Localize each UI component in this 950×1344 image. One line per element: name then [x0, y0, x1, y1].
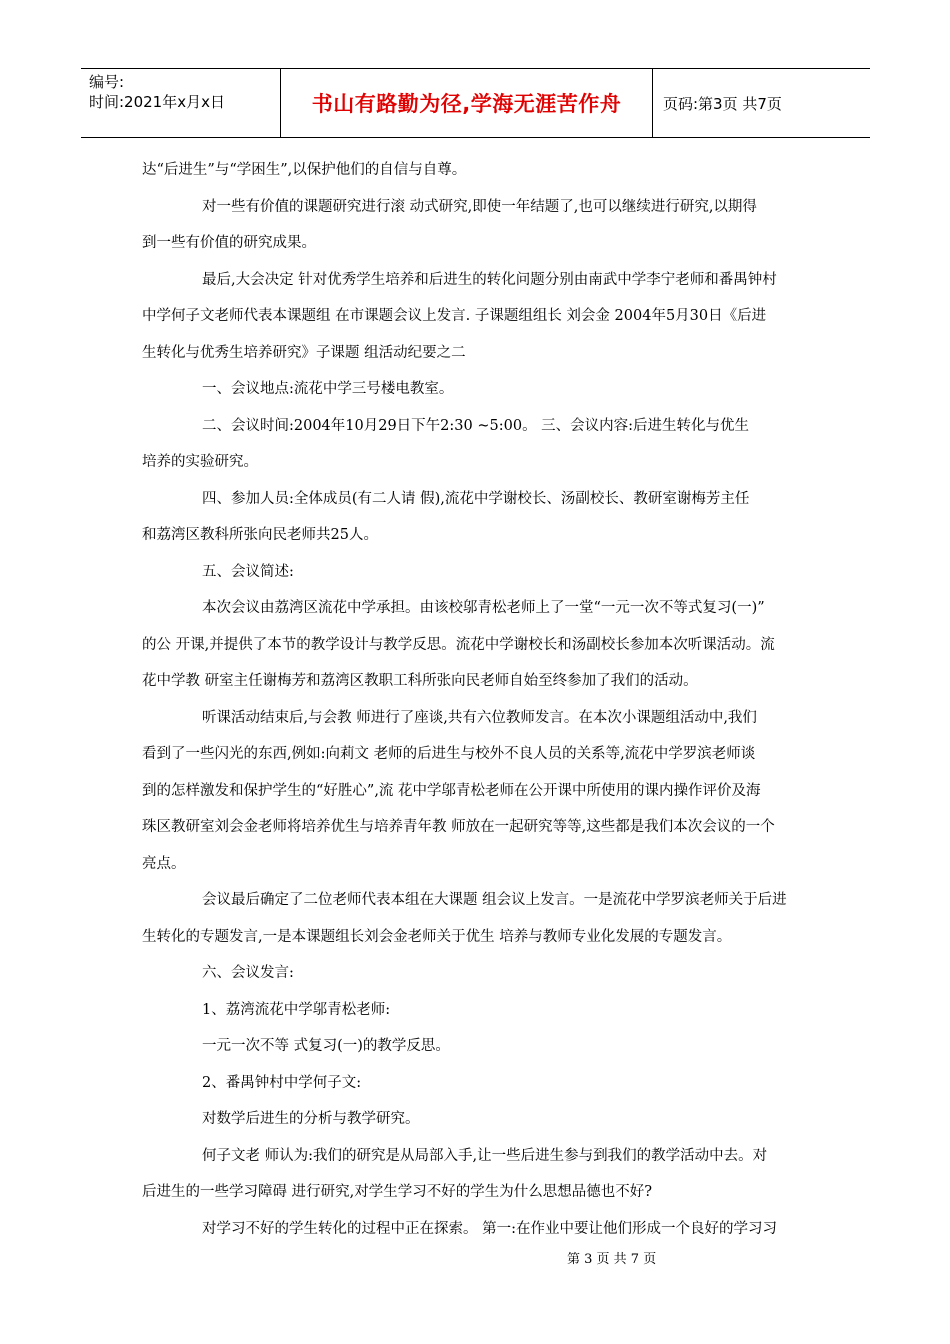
body-text-line: 看到了一些闪光的东西,例如:向莉文 老师的后进生与校外不良人员的关系等,流花中学罗滨老师谈: [142, 746, 756, 762]
body-text-line: 珠区教研室刘会金老师将培养优生与培养青年教 师放在一起研究等等,这些都是我们本次会议的一个: [142, 819, 775, 835]
page-label: 页码:第3页 共7页: [663, 94, 782, 113]
document-header: [81, 68, 870, 138]
body-text-line: 六、会议发言:: [202, 965, 294, 981]
body-text-line: 对一些有价值的课题研究进行滚 动式研究,即使一年结题了,也可以继续进行研究,以期得: [202, 198, 757, 215]
body-text-line: 何子文老 师认为:我们的研究是从局部入手,让一些后进生参与到我们的教学活动中去。对: [202, 1147, 768, 1164]
body-text-line: 一、会议地点:流花中学三号楼电教室。: [202, 381, 454, 397]
body-text-line: 到一些有价值的研究成果。: [142, 235, 316, 251]
body-text-line: 二、会议时间:2004年10月29日下午2:30 ~5:00。 三、会议内容:后进生转化与优生: [202, 417, 750, 434]
body-text-line: 本次会议由荔湾区流花中学承担。由该校邬青松老师上了一堂“一元一次不等式复习(一)”: [202, 600, 765, 616]
header-page-cell: [653, 69, 870, 137]
document-body: [142, 152, 854, 1247]
body-text-line: 2、番禺钟村中学何子文:: [202, 1074, 362, 1091]
body-text-line: 花中学教 研室主任谢梅芳和荔湾区教职工科所张向民老师自始至终参加了我们的活动。: [142, 673, 698, 689]
motto-text: 书山有路勤为径,学海无涯苦作舟: [311, 92, 622, 116]
body-text-line: 生转化的专题发言,一是本课题组长刘会金老师关于优生 培养与教师专业化发展的专题发言。: [142, 928, 732, 945]
number-label: 编号:: [89, 73, 125, 91]
body-text-line: 中学何子文老师代表本课题组 在市课题会议上发言. 子课题组组长 刘会金 2004年5月30日《后进: [142, 308, 767, 324]
body-text-line: 生转化与优秀生培养研究》子课题 组活动纪要之二: [142, 344, 466, 361]
time-label: 时间:2021年x月x日: [89, 93, 225, 111]
body-text-line: 和荔湾区教科所张向民老师共25人。: [142, 527, 378, 543]
body-text-line: 最后,大会决定 针对优秀学生培养和后进生的转化问题分别由南武中学李宁老师和番禺钟村: [202, 271, 777, 288]
body-text-line: 对数学后进生的分析与教学研究。: [202, 1111, 420, 1127]
body-text-line: 1、荔湾流花中学邬青松老师:: [202, 1001, 391, 1018]
body-text-line: 的公 开课,并提供了本节的教学设计与教学反思。流花中学谢校长和汤副校长参加本次听课活动。流: [142, 636, 775, 653]
body-text-line: 会议最后确定了二位老师代表本组在大课题 组会议上发言。一是流花中学罗滨老师关于后进: [202, 892, 787, 908]
body-text-line: 四、参加人员:全体成员(有二人请 假),流花中学谢校长、汤副校长、教研室谢梅芳主任: [202, 490, 750, 507]
body-text-line: 培养的实验研究。: [142, 454, 258, 470]
body-text-line: 亮点。: [142, 855, 186, 872]
body-text-line: 五、会议简述:: [202, 563, 294, 580]
body-text-line: 到的怎样激发和保护学生的“好胜心”,流 花中学邬青松老师在公开课中所使用的课内操作评价及海: [142, 782, 761, 799]
footer-page-number: 第 3 页 共 7 页: [567, 1252, 657, 1267]
body-text-line: 一元一次不等 式复习(一)的教学反思。: [202, 1038, 450, 1054]
header-motto-cell: [281, 69, 653, 137]
body-text-line: 达“后进生”与“学困生”,以保护他们的自信与自尊。: [142, 162, 467, 178]
body-text-line: 后进生的一些学习障碍 进行研究,对学生学习不好的学生为什么思想品德也不好?: [142, 1184, 652, 1200]
header-meta: [81, 69, 281, 137]
body-text-line: 对学习不好的学生转化的过程中正在探索。 第一:在作业中要让他们形成一个良好的学习习: [202, 1220, 777, 1237]
body-text-line: 听课活动结束后,与会教 师进行了座谈,共有六位教师发言。在本次小课题组活动中,我们: [202, 709, 757, 726]
